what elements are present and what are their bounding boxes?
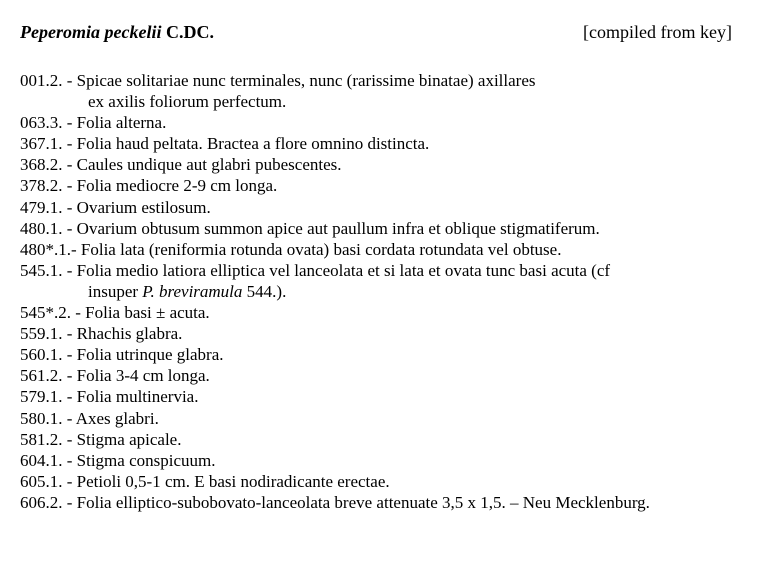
source-note: [compiled from key] [583,22,732,42]
document-header [20,22,732,46]
key-line: 063.3. - Folia alterna. [20,113,167,133]
species-name: Peperomia peckelii [20,22,162,42]
key-line: 604.1. - Stigma conspicuum. [20,450,216,470]
key-line: 480*.1.- Folia lata (reniformia rotunda ovata) basi cordata rotundata vel obtuse. [20,239,562,259]
key-line-continuation: ex axilis foliorum perfectum. [88,92,287,112]
key-couplet-list [20,70,768,513]
key-line: 545*.2. - Folia basi ± acuta. [20,303,210,323]
key-line: 001.2. - Spicae solitariae nunc terminales, nunc (rarissime binatae) axillares [20,71,536,90]
taxon-reference: P. breviramula [142,281,243,301]
key-line: 480.1. - Ovarium obtusum summon apice aut paullum infra et oblique stigmatiferum. [20,218,600,238]
key-line: 579.1. - Folia multinervia. [20,387,199,407]
key-line: 378.2. - Folia mediocre 2-9 cm longa. [20,176,278,196]
key-line: 367.1. - Folia haud peltata. Bractea a flore omnino distincta. [20,134,430,154]
key-line: 545.1. - Folia medio latiora elliptica vel lanceolata et si lata et ovata tunc basi acuta (cf [20,260,611,280]
key-line-continuation [20,281,768,302]
key-line: 580.1. - Axes glabri. [20,408,159,428]
key-line: 606.2. - Folia elliptico-subobovato-lanceolata breve attenuate 3,5 x 1,5. – Neu Mecklenburg. [20,492,650,512]
key-line-text: insuper [88,281,143,301]
key-line: 560.1. - Folia utrinque glabra. [20,345,224,365]
key-line-text: 544.). [242,281,287,301]
key-line: 368.2. - Caules undique aut glabri pubescentes. [20,155,342,175]
key-line: 581.2. - Stigma apicale. [20,429,182,449]
species-title [20,22,214,43]
key-line: 479.1. - Ovarium estilosum. [20,197,211,217]
key-line: 605.1. - Petioli 0,5-1 cm. E basi nodiradicante erectae. [20,471,390,491]
species-author: C.DC. [165,22,214,42]
key-line: 561.2. - Folia 3-4 cm longa. [20,366,210,386]
key-line: 559.1. - Rhachis glabra. [20,324,183,344]
